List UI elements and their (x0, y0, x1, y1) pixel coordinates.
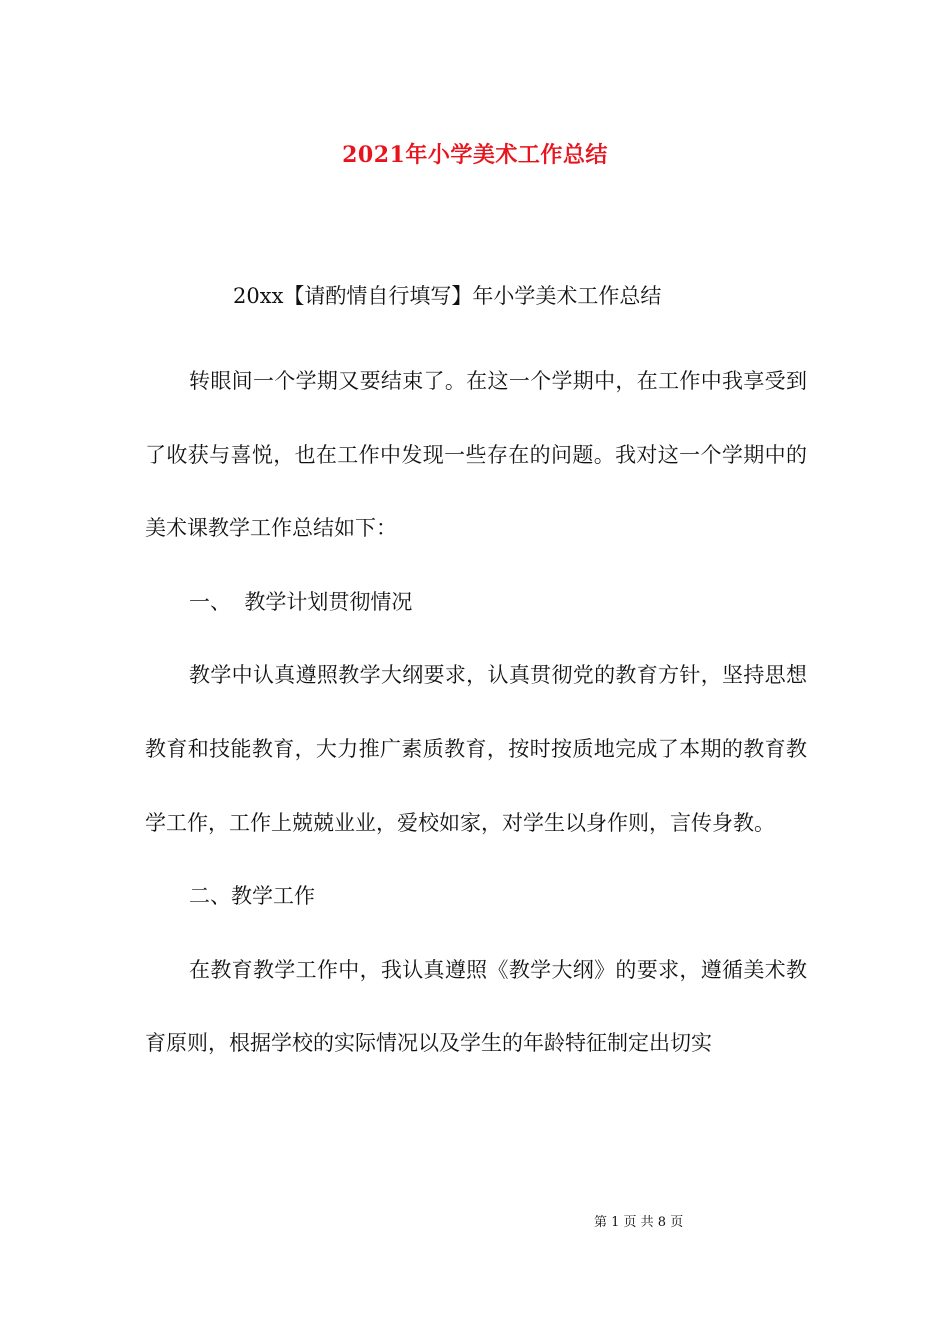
document-subtitle: 20xx【请酌情自行填写】年小学美术工作总结 (233, 284, 662, 308)
paragraph-teaching-plan: 教学中认真遵照教学大纲要求，认真贯彻党的教育方针，坚持思想教育和技能教育，大力推广素质教育，按时按质地完成了本期的教育教学工作，工作上兢兢业业，爱校如家，对学生以身作则，言传身教。 (145, 663, 807, 835)
paragraph-intro: 转眼间一个学期又要结束了。在这一个学期中，在工作中我享受到了收获与喜悦，也在工作中发现一些存在的问题。我对这一个学期中的美术课教学工作总结如下： (145, 369, 807, 541)
document-title: 2021年小学美术工作总结 (342, 142, 608, 168)
document-body (145, 345, 807, 1081)
page-number-footer: 第 1 页 共 8 页 (594, 1215, 684, 1230)
section-heading-1: 一、 教学计划贯彻情况 (189, 589, 413, 614)
section-heading-2: 二、教学工作 (189, 884, 315, 909)
paragraph-teaching-work: 在教育教学工作中，我认真遵照《教学大纲》的要求，遵循美术教育原则，根据学校的实际情况以及学生的年龄特征制定出切实 (145, 957, 807, 1056)
